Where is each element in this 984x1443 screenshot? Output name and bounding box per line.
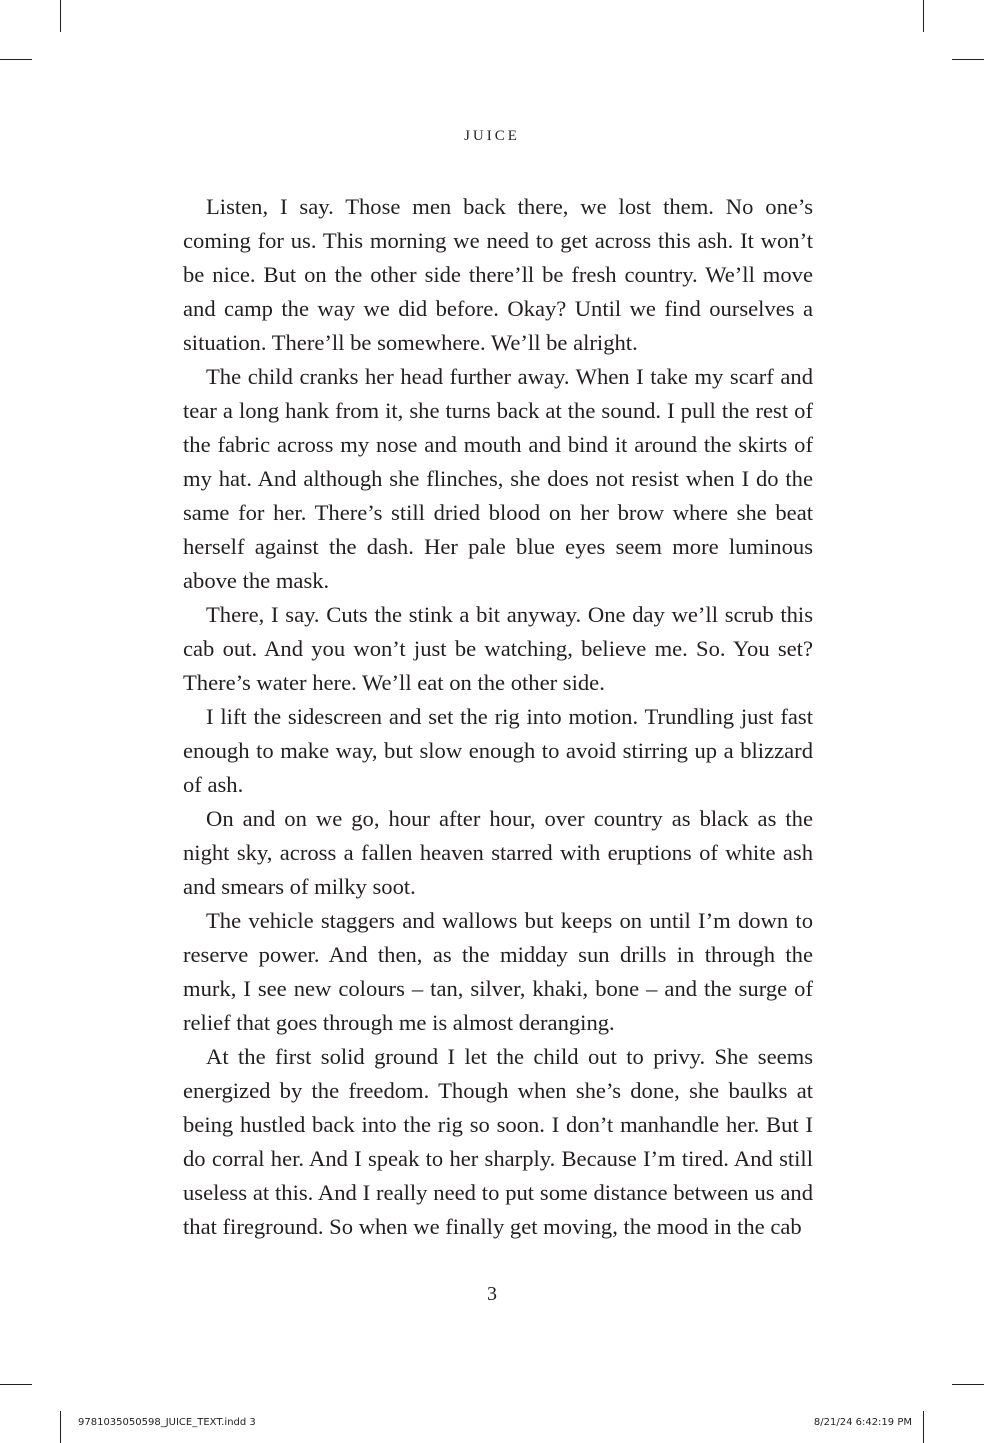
slug-filename: 9781035050598_JUICE_TEXT.indd 3 [78, 1417, 256, 1428]
slug-timestamp: 8/21/24 6:42:19 PM [813, 1417, 912, 1428]
crop-mark-bottom-right [923, 1411, 924, 1443]
crop-mark-bottom-right-h [952, 1384, 984, 1385]
paragraph: The vehicle staggers and wallows but keeps on until I’m down to reserve power. And then, as the midday sun drills in through the murk, I see new colours – tan, silver, khaki, bone – and the surge of relief that goes through me is almost deranging. [183, 908, 813, 1035]
crop-mark-top-left-h [0, 59, 32, 60]
crop-mark-top-right [923, 0, 924, 32]
crop-mark-bottom-left-h [0, 1384, 32, 1385]
paragraph: Listen, I say. Those men back there, we lost them. No one’s coming for us. This morning we need to get across this ash. It won’t be nice. But on the other side there’ll be fresh country. We’ll move and camp the way we did before. Okay? Until we find ourselves a situation. There’ll be somewhere. We’ll be alright. [183, 194, 813, 355]
paragraph: The child cranks her head further away. When I take my scarf and tear a long hank from it, she turns back at the sound. I pull the rest of the fabric across my nose and mouth and bind it around the skirts of my hat. And although she flinches, she does not resist when I do the same for her. There’s still dried blood on her brow where she beat herself against the dash. Her pale blue eyes seem more luminous above the mask. [183, 364, 813, 593]
page-number: 3 [487, 1283, 497, 1305]
paragraph: On and on we go, hour after hour, over country as black as the night sky, across a fallen heaven starred with eruptions of white ash and smears of milky soot. [183, 806, 813, 899]
crop-mark-top-right-h [952, 59, 984, 60]
running-head: JUICE [464, 128, 520, 144]
body-text [183, 190, 813, 1244]
paragraph: There, I say. Cuts the stink a bit anyway. One day we’ll scrub this cab out. And you won’t just be watching, believe me. So. You set? There’s water here. We’ll eat on the other side. [183, 602, 813, 695]
crop-mark-top-left [60, 0, 61, 32]
paragraph: At the first solid ground I let the child out to privy. She seems energized by the freedom. Though when she’s done, she baulks at being hustled back into the rig so soon. I don’t manhandle her. But I do corral her. And I speak to her sharply. Because I’m tired. And still useless at this. And I really need to put some distance between us and that fireground. So when we finally get moving, the mood in the cab [183, 1044, 813, 1239]
paragraph: I lift the sidescreen and set the rig into motion. Trundling just fast enough to make way, but slow enough to avoid stirring up a blizzard of ash. [183, 704, 813, 797]
crop-mark-bottom-left [60, 1411, 61, 1443]
